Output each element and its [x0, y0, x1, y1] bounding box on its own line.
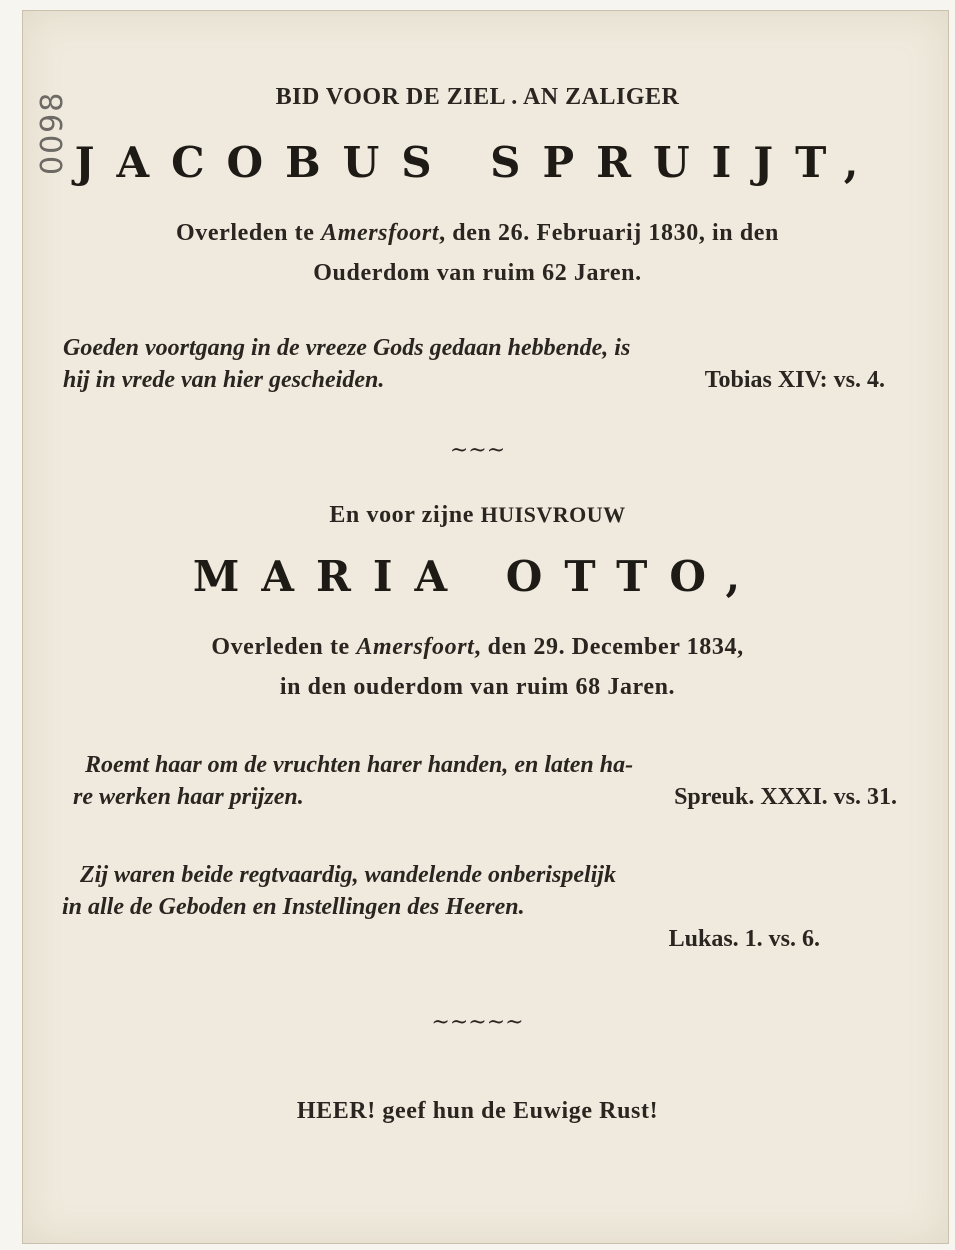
wife-intro-pre: En voor zijne: [329, 502, 481, 528]
husband-death-line2: Ouderdom van ruim 62 Jaren.: [313, 260, 642, 286]
wife-death-line2: in den ouderdom van ruim 68 Jaren.: [279, 674, 676, 700]
archive-number: 0098: [35, 90, 70, 175]
wife-quote-ref: Spreuk. XXXI. vs. 31.: [674, 784, 897, 810]
wife-intro: [0, 502, 955, 529]
wife-death-post: , den 29. December 1834,: [474, 634, 744, 660]
both-quote-ref: Lukas. 1. vs. 6.: [668, 926, 820, 952]
both-quote: [62, 862, 880, 958]
wife-quote: [73, 752, 897, 816]
husband-quote-line2: hij in vrede van hier gescheiden. Tobias XIV: vs. 4.: [63, 367, 885, 393]
wife-death-line1: [0, 634, 955, 661]
ornament-divider-2: ~~~~~: [431, 1010, 524, 1035]
husband-death-post: , den 26. Februarij 1830, in den: [439, 220, 779, 246]
wife-death-pre: Overleden te: [211, 634, 357, 660]
both-quote-line1: Zij waren beide regtvaardig, wandelende onberispelijk: [80, 862, 616, 888]
closing-prayer: HEER! geef hun de Euwige Rust!: [296, 1098, 659, 1124]
husband-name: JACOBUS SPRUIJT,: [74, 138, 881, 187]
memorial-card: [22, 10, 949, 1244]
wife-quote-line2: re werken haar prijzen. Spreuk. XXXI. vs. 31.: [73, 784, 897, 810]
husband-death-line1: [0, 220, 955, 247]
husband-death-pre: Overleden te: [176, 220, 322, 246]
husband-quote-ref: Tobias XIV: vs. 4.: [704, 367, 885, 393]
wife-intro-caps: HUISVROUW: [480, 502, 626, 527]
both-quote-line2: in alle de Geboden en Instellingen des Heeren.: [62, 894, 525, 920]
ornament-divider-1: ~~~: [449, 438, 506, 463]
wife-name: MARIA OTTO,: [192, 552, 763, 601]
husband-quote: [63, 335, 885, 399]
wife-death-place: Amersfoort: [356, 634, 475, 660]
wife-quote-line1: Roemt haar om de vruchten harer handen, en laten ha-: [85, 752, 634, 778]
both-quote-line3: [80, 926, 880, 958]
husband-quote-line1: Goeden voortgang in de vreeze Gods gedaan hebbende, is: [63, 335, 631, 361]
husband-death-place: Amersfoort: [321, 220, 440, 246]
header-text: BID VOOR DE ZIEL . AN ZALIGER: [275, 84, 680, 110]
